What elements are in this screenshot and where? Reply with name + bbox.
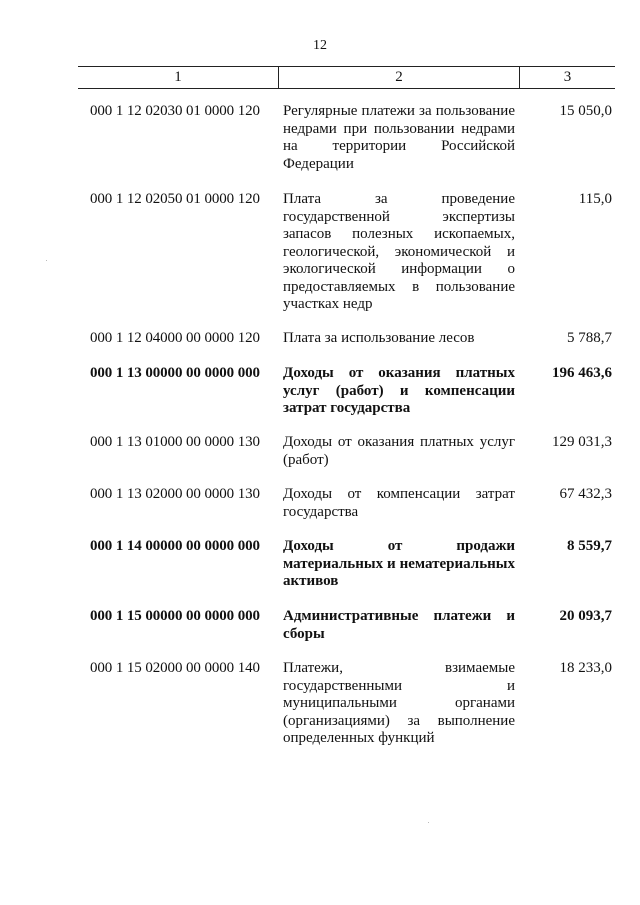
row-amount: 115,0 <box>578 191 612 207</box>
row-description: Административные платежи и сборы <box>283 608 515 642</box>
row-amount: 67 432,3 <box>559 486 612 502</box>
row-description: Доходы от оказания платных услуг (работ) <box>283 434 515 468</box>
col-header-3: 3 <box>563 69 572 85</box>
row-description: Платежи, взимаемые государственными и муниципальными органами (организациями) за выполнение определенных функций <box>283 660 515 746</box>
row-amount: 129 031,3 <box>552 434 612 450</box>
budget-code: 000 1 15 00000 00 0000 000 <box>90 608 260 624</box>
budget-code: 000 1 13 02000 00 0000 130 <box>90 486 260 502</box>
budget-code: 000 1 15 02000 00 0000 140 <box>90 660 260 676</box>
row-amount: 5 788,7 <box>567 330 612 346</box>
header-top-line <box>78 66 615 67</box>
row-description: Плата за использование лесов <box>283 330 475 346</box>
row-description: Регулярные платежи за пользование недрами при пользовании недрами на территории Российской Федерации <box>283 103 515 172</box>
row-amount: 15 050,0 <box>559 103 612 119</box>
scan-speck <box>428 822 429 823</box>
budget-code: 000 1 12 04000 00 0000 120 <box>90 330 260 346</box>
budget-code: 000 1 12 02030 01 0000 120 <box>90 103 260 119</box>
row-amount: 18 233,0 <box>559 660 612 676</box>
budget-code: 000 1 13 01000 00 0000 130 <box>90 434 260 450</box>
row-description: Доходы от компенсации затрат государства <box>283 486 515 520</box>
budget-code: 000 1 13 00000 00 0000 000 <box>90 365 260 381</box>
col-header-2: 2 <box>395 69 403 85</box>
col-header-1: 1 <box>174 69 182 85</box>
row-description: Доходы от продажи материальных и нематериальных активов <box>283 538 515 589</box>
row-amount: 8 559,7 <box>567 538 612 554</box>
row-amount: 20 093,7 <box>559 608 612 624</box>
row-amount: 196 463,6 <box>552 365 612 381</box>
budget-code: 000 1 14 00000 00 0000 000 <box>90 538 260 554</box>
page-number: 12 <box>313 38 327 53</box>
row-description: Доходы от оказания платных услуг (работ) и компенсации затрат государства <box>283 365 515 416</box>
budget-code: 000 1 12 02050 01 0000 120 <box>90 191 260 207</box>
row-description: Плата за проведение государственной экспертизы запасов полезных ископаемых, геологической, экономической и экологической информации о предоставляемых в пользование участках недр <box>283 191 515 312</box>
header-bottom-line <box>78 88 615 89</box>
scan-speck <box>46 260 47 261</box>
